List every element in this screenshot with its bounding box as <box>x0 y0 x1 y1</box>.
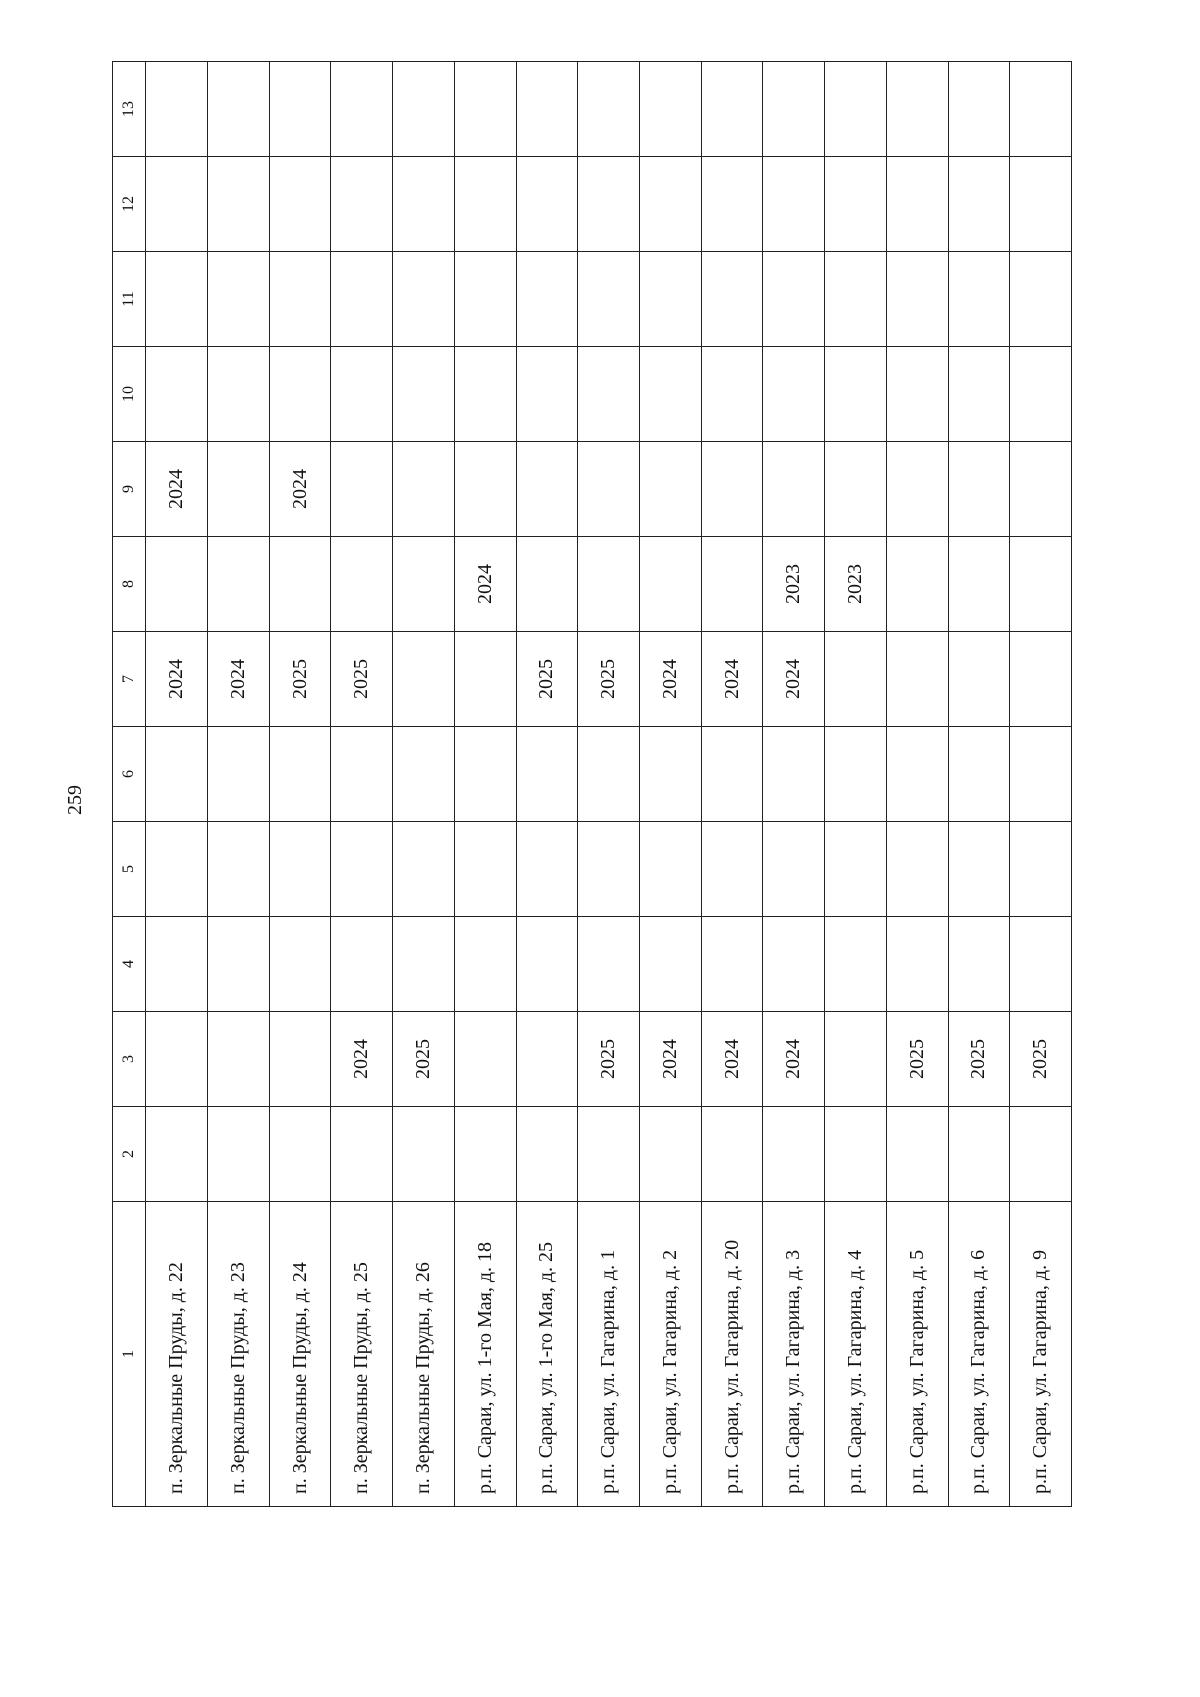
column-number-13: 13 <box>113 62 146 157</box>
table-row <box>331 62 393 1507</box>
table-row <box>516 62 578 1507</box>
year-cell <box>454 822 516 917</box>
address-cell: р.п. Сараи, ул. Гагарина, д. 5 <box>886 1202 948 1507</box>
year-cell <box>578 62 640 157</box>
column-number-2: 2 <box>113 1107 146 1202</box>
year-cell <box>516 1012 578 1107</box>
address-cell: п. Зеркальные Пруды, д. 23 <box>208 1202 270 1507</box>
address-cell: р.п. Сараи, ул. Гагарина, д. 4 <box>825 1202 887 1507</box>
year-cell <box>578 347 640 442</box>
year-cell: 2023 <box>825 537 887 632</box>
year-cell <box>948 157 1010 252</box>
year-cell: 2024 <box>763 632 825 727</box>
year-cell <box>948 442 1010 537</box>
year-cell <box>393 442 455 537</box>
table-header-row <box>113 62 146 1507</box>
year-cell <box>948 537 1010 632</box>
year-cell <box>701 917 763 1012</box>
year-cell <box>640 1107 702 1202</box>
column-number-3: 3 <box>113 1012 146 1107</box>
year-cell <box>640 822 702 917</box>
year-cell <box>825 347 887 442</box>
year-cell: 2024 <box>701 1012 763 1107</box>
year-cell <box>763 1107 825 1202</box>
year-cell <box>393 347 455 442</box>
year-cell <box>640 347 702 442</box>
year-cell <box>640 917 702 1012</box>
year-cell: 2024 <box>331 1012 393 1107</box>
year-cell <box>701 727 763 822</box>
year-cell <box>208 822 270 917</box>
column-number-12: 12 <box>113 157 146 252</box>
column-number-9: 9 <box>113 442 146 537</box>
year-cell <box>516 1107 578 1202</box>
year-cell: 2025 <box>269 632 331 727</box>
year-cell: 2025 <box>578 1012 640 1107</box>
address-cell: р.п. Сараи, ул. 1-го Мая, д. 25 <box>516 1202 578 1507</box>
year-cell <box>331 537 393 632</box>
table-row <box>886 62 948 1507</box>
year-cell <box>763 442 825 537</box>
year-cell <box>269 1107 331 1202</box>
year-cell <box>516 537 578 632</box>
year-cell <box>454 917 516 1012</box>
year-cell <box>640 727 702 822</box>
year-cell <box>640 442 702 537</box>
year-cell <box>578 442 640 537</box>
year-cell <box>763 822 825 917</box>
year-cell <box>948 347 1010 442</box>
year-cell: 2025 <box>578 632 640 727</box>
year-cell <box>146 537 208 632</box>
year-cell <box>886 727 948 822</box>
year-cell <box>578 157 640 252</box>
year-cell <box>331 1107 393 1202</box>
year-cell <box>825 252 887 347</box>
year-cell <box>825 157 887 252</box>
year-cell <box>640 62 702 157</box>
year-cell <box>393 157 455 252</box>
year-cell <box>1010 252 1072 347</box>
year-cell <box>1010 62 1072 157</box>
year-cell <box>948 917 1010 1012</box>
year-cell <box>825 632 887 727</box>
year-cell <box>146 347 208 442</box>
year-cell <box>146 1107 208 1202</box>
column-number-6: 6 <box>113 727 146 822</box>
year-cell <box>454 1012 516 1107</box>
year-cell <box>516 347 578 442</box>
year-cell <box>1010 347 1072 442</box>
address-cell: р.п. Сараи, ул. Гагарина, д. 6 <box>948 1202 1010 1507</box>
year-cell <box>393 537 455 632</box>
address-cell: р.п. Сараи, ул. Гагарина, д. 9 <box>1010 1202 1072 1507</box>
year-cell <box>208 442 270 537</box>
year-cell <box>208 347 270 442</box>
year-cell <box>516 62 578 157</box>
year-cell: 2025 <box>393 1012 455 1107</box>
year-cell <box>146 822 208 917</box>
year-cell <box>948 632 1010 727</box>
year-cell <box>208 727 270 822</box>
year-cell <box>269 917 331 1012</box>
year-cell: 2024 <box>701 632 763 727</box>
year-cell <box>393 727 455 822</box>
year-cell <box>1010 632 1072 727</box>
year-cell <box>516 442 578 537</box>
column-number-7: 7 <box>113 632 146 727</box>
year-cell <box>331 442 393 537</box>
year-cell <box>269 252 331 347</box>
year-cell <box>640 252 702 347</box>
year-cell <box>948 822 1010 917</box>
year-cell <box>763 252 825 347</box>
year-cell <box>825 822 887 917</box>
year-cell <box>1010 442 1072 537</box>
year-cell <box>393 62 455 157</box>
year-cell <box>886 632 948 727</box>
year-cell <box>454 347 516 442</box>
year-cell <box>578 1107 640 1202</box>
table-row <box>146 62 208 1507</box>
year-cell <box>393 822 455 917</box>
column-number-10: 10 <box>113 347 146 442</box>
year-cell <box>763 917 825 1012</box>
year-cell <box>331 62 393 157</box>
year-cell <box>269 822 331 917</box>
year-cell <box>454 442 516 537</box>
year-cell <box>208 1107 270 1202</box>
table-row <box>208 62 270 1507</box>
year-cell <box>701 1107 763 1202</box>
year-cell <box>886 537 948 632</box>
year-cell: 2025 <box>516 632 578 727</box>
year-cell <box>825 917 887 1012</box>
table-row <box>640 62 702 1507</box>
year-cell <box>886 442 948 537</box>
year-cell <box>948 62 1010 157</box>
year-cell <box>331 917 393 1012</box>
year-cell <box>208 917 270 1012</box>
year-cell: 2025 <box>948 1012 1010 1107</box>
year-cell <box>886 917 948 1012</box>
year-cell <box>948 727 1010 822</box>
year-cell: 2024 <box>146 632 208 727</box>
address-cell: р.п. Сараи, ул. Гагарина, д. 20 <box>701 1202 763 1507</box>
year-cell <box>393 1107 455 1202</box>
year-cell <box>269 347 331 442</box>
year-cell <box>454 62 516 157</box>
year-cell <box>763 727 825 822</box>
address-cell: р.п. Сараи, ул. Гагарина, д. 3 <box>763 1202 825 1507</box>
table-row <box>701 62 763 1507</box>
year-cell <box>578 822 640 917</box>
column-number-8: 8 <box>113 537 146 632</box>
column-number-5: 5 <box>113 822 146 917</box>
year-cell <box>208 157 270 252</box>
year-cell <box>146 157 208 252</box>
year-cell <box>1010 917 1072 1012</box>
data-table <box>112 61 1072 1507</box>
year-cell <box>146 917 208 1012</box>
table-row <box>454 62 516 1507</box>
address-cell: р.п. Сараи, ул. Гагарина, д. 2 <box>640 1202 702 1507</box>
year-cell <box>146 62 208 157</box>
table-rotated-wrapper <box>112 67 1072 1507</box>
year-cell <box>886 252 948 347</box>
year-cell <box>1010 1107 1072 1202</box>
year-cell <box>146 1012 208 1107</box>
year-cell: 2023 <box>763 537 825 632</box>
year-cell <box>208 537 270 632</box>
year-cell: 2024 <box>269 442 331 537</box>
year-cell <box>269 157 331 252</box>
year-cell <box>516 917 578 1012</box>
year-cell <box>701 252 763 347</box>
year-cell <box>763 62 825 157</box>
year-cell <box>1010 157 1072 252</box>
year-cell <box>454 1107 516 1202</box>
year-cell: 2025 <box>331 632 393 727</box>
year-cell <box>640 537 702 632</box>
year-cell <box>948 252 1010 347</box>
year-cell <box>269 537 331 632</box>
year-cell: 2024 <box>146 442 208 537</box>
column-number-4: 4 <box>113 917 146 1012</box>
year-cell: 2024 <box>208 632 270 727</box>
year-cell <box>269 1012 331 1107</box>
year-cell <box>578 917 640 1012</box>
year-cell <box>331 727 393 822</box>
year-cell <box>331 157 393 252</box>
year-cell <box>393 632 455 727</box>
address-cell: р.п. Сараи, ул. 1-го Мая, д. 18 <box>454 1202 516 1507</box>
year-cell <box>331 347 393 442</box>
year-cell <box>825 442 887 537</box>
year-cell <box>886 347 948 442</box>
year-cell <box>516 727 578 822</box>
year-cell <box>516 822 578 917</box>
year-cell <box>269 727 331 822</box>
year-cell <box>146 252 208 347</box>
year-cell <box>701 62 763 157</box>
table-row <box>825 62 887 1507</box>
year-cell: 2024 <box>640 1012 702 1107</box>
year-cell <box>701 822 763 917</box>
year-cell <box>701 157 763 252</box>
year-cell: 2025 <box>886 1012 948 1107</box>
year-cell <box>701 537 763 632</box>
table-row <box>948 62 1010 1507</box>
table-row <box>763 62 825 1507</box>
table-row <box>269 62 331 1507</box>
year-cell <box>763 347 825 442</box>
year-cell <box>454 632 516 727</box>
year-cell <box>578 537 640 632</box>
year-cell <box>886 157 948 252</box>
year-cell <box>454 157 516 252</box>
year-cell <box>454 727 516 822</box>
year-cell <box>208 62 270 157</box>
year-cell <box>516 252 578 347</box>
year-cell <box>454 252 516 347</box>
year-cell: 2024 <box>763 1012 825 1107</box>
year-cell <box>208 252 270 347</box>
year-cell <box>393 252 455 347</box>
year-cell <box>825 1107 887 1202</box>
table-row <box>578 62 640 1507</box>
year-cell <box>640 157 702 252</box>
year-cell <box>825 727 887 822</box>
year-cell <box>578 252 640 347</box>
address-cell: п. Зеркальные Пруды, д. 22 <box>146 1202 208 1507</box>
address-cell: р.п. Сараи, ул. Гагарина, д. 1 <box>578 1202 640 1507</box>
year-cell: 2024 <box>640 632 702 727</box>
year-cell <box>393 917 455 1012</box>
year-cell <box>886 1107 948 1202</box>
year-cell <box>208 1012 270 1107</box>
year-cell: 2025 <box>1010 1012 1072 1107</box>
year-cell <box>331 252 393 347</box>
year-cell <box>1010 727 1072 822</box>
year-cell <box>763 157 825 252</box>
address-cell: п. Зеркальные Пруды, д. 25 <box>331 1202 393 1507</box>
year-cell <box>825 62 887 157</box>
address-cell: п. Зеркальные Пруды, д. 26 <box>393 1202 455 1507</box>
year-cell <box>1010 822 1072 917</box>
year-cell <box>825 1012 887 1107</box>
year-cell <box>1010 537 1072 632</box>
year-cell <box>146 727 208 822</box>
year-cell <box>269 62 331 157</box>
year-cell: 2024 <box>454 537 516 632</box>
year-cell <box>948 1107 1010 1202</box>
year-cell <box>516 157 578 252</box>
column-number-11: 11 <box>113 252 146 347</box>
address-cell: п. Зеркальные Пруды, д. 24 <box>269 1202 331 1507</box>
year-cell <box>701 442 763 537</box>
year-cell <box>886 822 948 917</box>
year-cell <box>578 727 640 822</box>
year-cell <box>701 347 763 442</box>
year-cell <box>331 822 393 917</box>
column-number-1: 1 <box>113 1202 146 1507</box>
table-row <box>1010 62 1072 1507</box>
table-row <box>393 62 455 1507</box>
page-number: 259 <box>63 785 86 815</box>
year-cell <box>886 62 948 157</box>
